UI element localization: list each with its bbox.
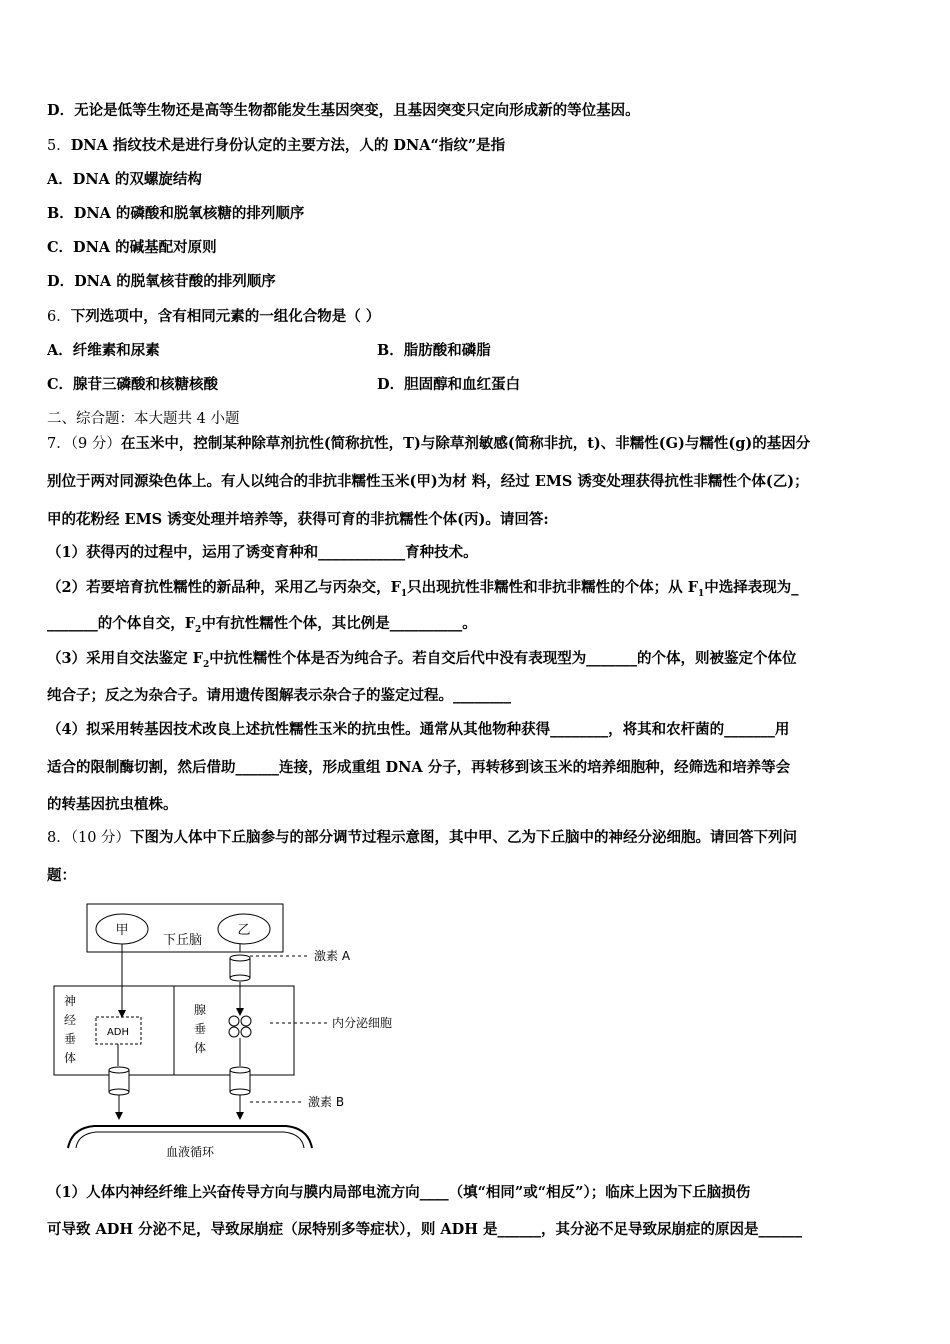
q7-p2-text-e: 中有抗性糯性个体，其比例是__________。 — [201, 615, 477, 632]
neuro-pituitary-char-2: 经 — [64, 1013, 77, 1027]
subscript-2: 2 — [195, 624, 202, 635]
hypothalamus-diagram — [50, 896, 393, 1166]
q7-p3-text-b: 中抗性糯性个体是否为纯合子。若自交后代中没有表现型为_______的个体，则被鉴定个体位 — [209, 650, 797, 667]
q8-part-1-line-1: （1）人体内神经纤维上兴奋传导方向与膜内局部电流方向____（填“相同”或“相反”）；临床上因为下丘脑损伤 — [47, 1184, 751, 1201]
cell-yi-label: 乙 — [237, 923, 251, 938]
q7-part-4-line-2: 适合的限制酶切割，然后借助______连接，形成重组 DNA 分子，再转移到该玉米的培养细胞种，经筛选和培养等会 — [47, 759, 791, 776]
adh-release-cylinder — [109, 1067, 129, 1095]
neuro-pituitary-char-3: 垂 — [64, 1032, 77, 1046]
q7-p2-text-a: （2）若要培育抗性糯性的新品种，采用乙与丙杂交，F — [47, 579, 401, 596]
q6-number: 6． — [47, 309, 71, 325]
blood-circulation-label: 血液循环 — [165, 1145, 215, 1159]
q8-stem-line-2: 题： — [47, 867, 76, 884]
q6-option-a: A．纤维素和尿素 — [47, 342, 160, 359]
neuro-pituitary-char-4: 体 — [64, 1051, 77, 1065]
q7-part-4-line-3: 的转基因抗虫植株。 — [47, 796, 178, 813]
hormone-a-label: 激素 A — [314, 949, 351, 963]
subscript-1: 1 — [698, 588, 705, 599]
q8-score: （10 分） — [70, 830, 131, 846]
q6-option-b: B．脂肪酸和磷脂 — [377, 342, 491, 359]
adh-label: ADH — [106, 1027, 130, 1038]
section-2-heading: 二、综合题：本大题共 4 小题 — [47, 411, 240, 427]
q5-option-a: A．DNA 的双螺旋结构 — [47, 171, 202, 188]
q7-part-2-line-2 — [47, 614, 905, 640]
neuro-pituitary-char-1: 神 — [64, 994, 77, 1008]
hormone-b-label: 激素 B — [308, 1095, 345, 1109]
q7-part-3-line-1 — [47, 649, 905, 675]
adeno-pituitary-char-3: 体 — [194, 1041, 207, 1055]
subscript-1: 1 — [400, 588, 408, 599]
q7-score: （9 分） — [70, 436, 121, 452]
q5-option-c: C．DNA 的碱基配对原则 — [47, 239, 217, 256]
q8-stem-line-1 — [47, 828, 905, 848]
q7-p2-text-c: 中选择表现为_ — [704, 579, 799, 596]
cell-jia-label: 甲 — [115, 923, 129, 938]
q7-part-1: （1）获得丙的过程中，运用了诱变育种和____________育种技术。 — [47, 544, 478, 561]
q5-stem-text: DNA 指纹技术是进行身份认定的主要方法，人的 DNA“指纹”是指 — [70, 137, 506, 154]
subscript-2: 2 — [202, 659, 210, 670]
q7-p2-text-b: 只出现抗性非糯性和非抗非糯性的个体；从 F — [407, 579, 698, 596]
q5-option-b: B．DNA 的磷酸和脱氧核糖的排列顺序 — [47, 205, 305, 222]
endocrine-cell-label: 内分泌细胞 — [332, 1016, 393, 1030]
q5-stem — [47, 136, 905, 156]
q6-option-d: D．胆固醇和血红蛋白 — [377, 376, 521, 393]
q6-stem — [47, 307, 905, 327]
q7-part-2-line-1 — [47, 578, 905, 604]
hypothalamus-label: 下丘脑 — [163, 933, 203, 948]
q6-option-c: C．腺苷三磷酸和核糖核酸 — [47, 376, 219, 393]
q6-options-row-2 — [47, 375, 905, 395]
q5-number: 5． — [47, 138, 71, 154]
hormone-a-cylinder — [230, 955, 250, 981]
q7-p3-text-a: （3）采用自交法鉴定 F — [47, 650, 203, 667]
adeno-pituitary-char-1: 腺 — [194, 1003, 207, 1017]
endocrine-cells-icon — [229, 1016, 251, 1037]
q7-number: 7． — [47, 436, 71, 452]
q7-part-4-line-1: （4）拟采用转基因技术改良上述抗性糯性玉米的抗虫性。通常从其他物种获得________，将其和农杆菌的_______用 — [47, 721, 790, 738]
q6-stem-text: 下列选项中，含有相同元素的一组化合物是（ ） — [70, 308, 381, 325]
q8-number: 8． — [47, 830, 71, 846]
adeno-pituitary-char-2: 垂 — [194, 1022, 207, 1036]
q7-p2-text-d: _______的个体自交，F — [47, 615, 196, 632]
q4-option-d: D．无论是低等生物还是高等生物都能发生基因突变，且基因突变只定向形成新的等位基因。 — [47, 102, 640, 119]
q7-stem-text-1: 在玉米中，控制某种除草剂抗性(简称抗性，T)与除草剂敏感(简称非抗，t)、非糯性(G)与糯性(g)的基因分 — [120, 435, 811, 452]
q7-stem-line-1 — [47, 434, 905, 454]
q7-stem-line-3: 甲的花粉经 EMS 诱变处理并培养等，获得可育的非抗糯性个体(丙)。请回答: — [47, 511, 549, 528]
q7-stem-line-2: 别位于两对同源染色体上。有人以纯合的非抗非糯性玉米(甲)为材 料，经过 EMS 诱变处理获得抗性非糯性个体(乙)； — [47, 473, 809, 490]
q6-options-row-1 — [47, 341, 905, 361]
q7-part-3-line-2: 纯合子；反之为杂合子。请用遗传图解表示杂合子的鉴定过程。________ — [47, 687, 511, 704]
hormone-b-cylinder — [230, 1067, 250, 1095]
q8-stem-text-1: 下图为人体中下丘脑参与的部分调节过程示意图，其中甲、乙为下丘脑中的神经分泌细胞。请回答下列问 — [130, 829, 798, 846]
q5-option-d: D．DNA 的脱氧核苷酸的排列顺序 — [47, 273, 276, 290]
q8-part-1-line-2: 可导致 ADH 分泌不足，导致尿崩症（尿特别多等症状），则 ADH 是______，其分泌不足导致尿崩症的原因是______ — [47, 1221, 802, 1238]
